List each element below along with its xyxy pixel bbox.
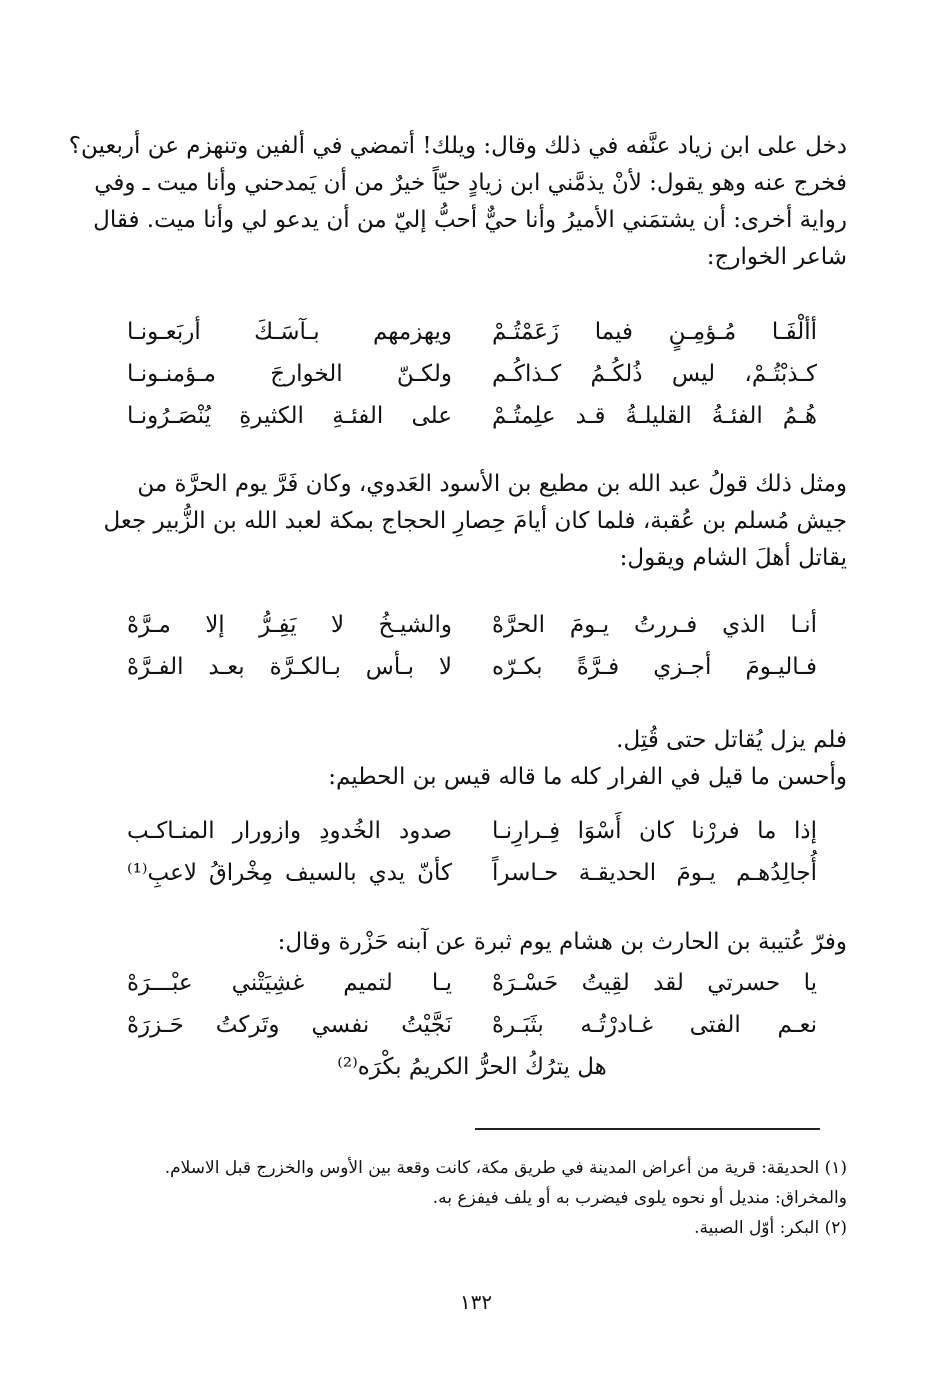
footnote-divider (475, 1128, 820, 1130)
footnote: (١) الحديقة: قرية من أعراض المدينة في طريق مكة، كانت وقعة بين الأوس والخزرج قبل الاسلام. (164, 1158, 847, 1178)
verse-line (127, 962, 817, 1004)
verse-line (127, 353, 817, 395)
verse-line (127, 646, 817, 688)
verse-first-hemistich: كـذبْتُـمْ، ليس ذُلكُـمُ كـذاكُـم (492, 361, 817, 387)
footnote: (٢) البكر: أوّل الصبية. (694, 1218, 847, 1238)
verse-second-hemistich: ولكـنّ الخوارجَ مـؤمنـونـا (127, 361, 452, 387)
verse-first-hemistich: أُجالِدُهـم يـومَ الحديقـة حـاسراً (492, 860, 817, 886)
text-line: جيش مُسلم بن عُقبة، فلما كان أيامَ حِصارِ الحجاج بمكة لعبد الله بن الزُّبير جعل (103, 508, 847, 534)
verse-line (127, 311, 817, 353)
poem-harra (127, 604, 817, 688)
verse-second-hemistich: صدود الخُدودِ وازورار المنـاكـب (127, 818, 452, 844)
verse-line (127, 1004, 817, 1046)
verse-line (127, 810, 817, 852)
verse-second-hemistich: والشيـخُ لا يَفِـرُّ إلا مـرَّهْ (127, 612, 452, 638)
verse-second-hemistich: على الفئـةِ الكثيرةِ يُنْصَـرُونـا (127, 403, 452, 429)
verse-second-hemistich: كأنّ يدي بالسيف مِخْراقُ لاعبِ⁽¹⁾ (127, 860, 452, 886)
text-line: ومثل ذلك قولُ عبد الله بن مطيع بن الأسود العَدوي، وكان فَرَّ يوم الحرَّة من (137, 471, 847, 497)
paragraph-killed (102, 722, 847, 796)
verse-line (127, 395, 817, 437)
verse-first-hemistich: إذا ما فررْنا كان أَسْوَا فِـرارِنـا (492, 818, 817, 844)
verse-first-hemistich: نعـم الفتى غـادرْتُـه بثَبَـرهْ (492, 1012, 817, 1038)
text-line: يقاتل أهلَ الشام ويقول: (619, 545, 847, 571)
paragraph-utayba (102, 924, 847, 961)
footnotes (102, 1153, 847, 1243)
poem-qays (127, 810, 817, 894)
verse-first-hemistich: هُـمُ الفئـةُ القليلـةُ قـد علِمتُـمْ (492, 403, 817, 429)
paragraph-ibn-muti (102, 466, 847, 577)
poem-hazra (127, 962, 817, 1088)
verse-first-hemistich: أألْفَـا مُـؤمِـنٍ فيما زَعَمْتُـمْ (492, 319, 817, 345)
verse-single-line: هل يترُكُ الحرُّ الكريمُ بكْرَه⁽²⁾ (337, 1054, 607, 1080)
page-number: ١٣٢ (459, 1290, 493, 1314)
verse-first-hemistich: يا حسرتي لقد لقِيتُ حَسْـرَهْ (492, 970, 817, 996)
text-line: وأحسن ما قيل في الفرار كله ما قاله قيس بن الحطيم: (328, 764, 847, 790)
text-line: دخل على ابن زياد عنَّفه في ذلك وقال: ويلك! أتمضي في ألفين وتنهزم عن أربعين؟ (68, 133, 847, 159)
text-line: رواية أخرى: أن يشتمَني الأميرُ وأنا حيٌّ أحبُّ إليّ من أن يدعو لي وأنا ميت. فقال (93, 207, 847, 233)
verse-second-hemistich: يـا لتميم غشِيَتْني عبْـــرَهْ (127, 970, 452, 996)
footnote: والمخراق: منديل أو نحوه يلوى فيضرب به أو يلف فيفزع به. (432, 1188, 847, 1208)
text-line: فخرج عنه وهو يقول: لأنْ يذمَّني ابن زيادٍ حيّاً خيرٌ من أن يَمدحني وأنا ميت ـ وفي (94, 170, 847, 196)
verse-line (127, 1046, 817, 1088)
verse-second-hemistich: لا بـأس بـالكـرَّة بعـد الفـرَّهْ (127, 654, 452, 680)
verse-second-hemistich: ويهزمهم بـآسَـكَ أربَعـونـا (127, 319, 452, 345)
verse-second-hemistich: نَجَّيْتُ نفسي وتَركتُ حَـزرَهْ (127, 1012, 452, 1038)
text-line: شاعر الخوارج: (706, 244, 847, 270)
verse-line (127, 852, 817, 894)
poem-khawarij (127, 311, 817, 437)
verse-first-hemistich: أنـا الذي فـررتُ يـومَ الحرَّهْ (492, 612, 817, 638)
paragraph-intro (68, 128, 847, 276)
verse-line (127, 604, 817, 646)
verse-first-hemistich: فـاليـومَ أجـزي فـرَّةً بكـرّه (492, 654, 817, 680)
text-line: وفرّ عُتيبة بن الحارث بن هشام يوم ثبرة عن آبنه حَزْرة وقال: (277, 929, 847, 955)
text-line: فلم يزل يُقاتل حتى قُتِل. (616, 727, 847, 753)
